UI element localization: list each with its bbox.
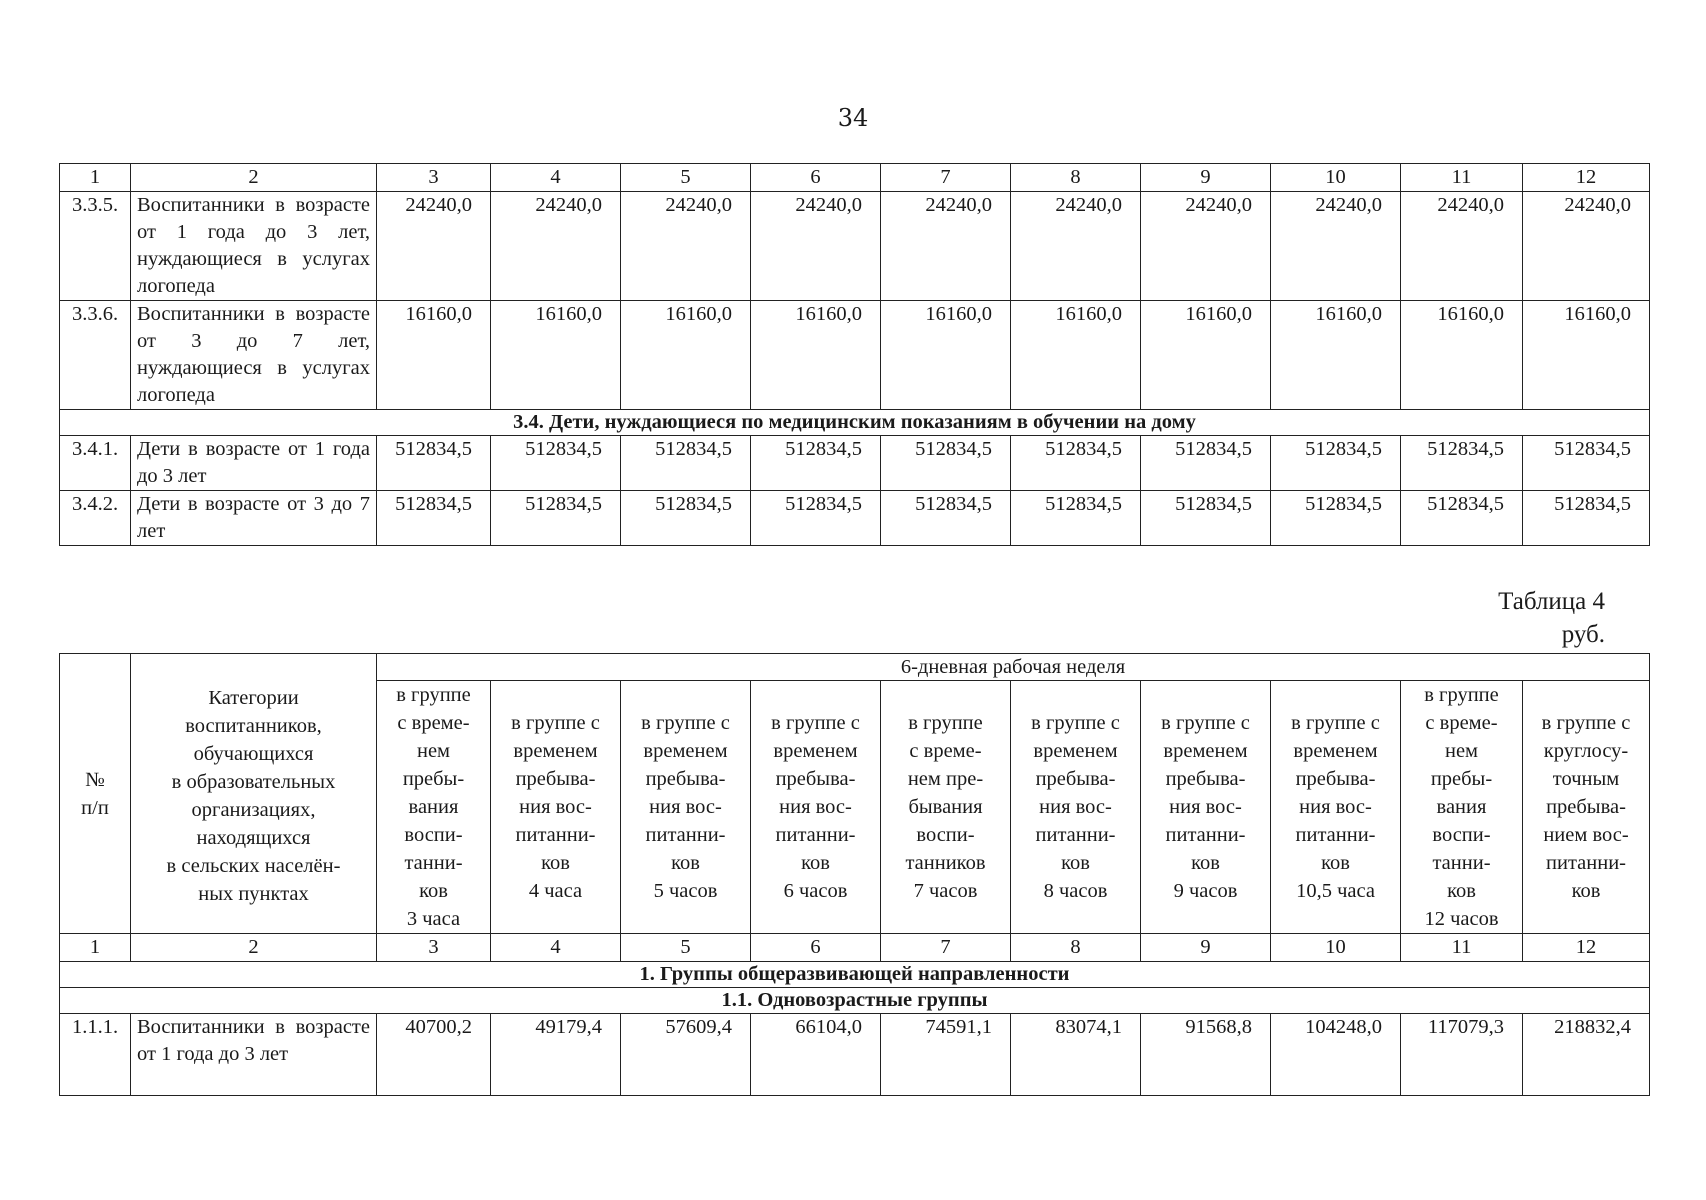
- column-number: 8: [1011, 164, 1141, 192]
- value-cell: 49179,4: [491, 1014, 621, 1096]
- row-number: 3.4.2.: [60, 491, 131, 546]
- value-cell: 91568,8: [1141, 1014, 1271, 1096]
- value-cell: 40700,2: [377, 1014, 491, 1096]
- value-cell: 117079,3: [1401, 1014, 1523, 1096]
- header-week: 6-дневная рабочая неделя: [377, 654, 1650, 681]
- value-cell: 218832,4: [1523, 1014, 1650, 1096]
- row-number: 3.3.6.: [60, 301, 131, 410]
- value-cell: 24240,0: [621, 192, 751, 301]
- column-number-row: [60, 934, 1650, 962]
- value-cell: 512834,5: [377, 436, 491, 491]
- row-number: 3.3.5.: [60, 192, 131, 301]
- value-cell: 512834,5: [621, 436, 751, 491]
- value-cell: 512834,5: [491, 491, 621, 546]
- column-number: 2: [131, 934, 377, 962]
- group-header: в группе с круглосу- точным пребыва- нием вос- питанни- ков: [1523, 681, 1650, 934]
- subsection-heading: 1.1. Одновозрастные группы: [60, 988, 1650, 1014]
- value-cell: 24240,0: [1271, 192, 1401, 301]
- value-cell: 512834,5: [1523, 491, 1650, 546]
- group-header: в группе с време- нем пребы- вания воспи- танни- ков 3 часа: [377, 681, 491, 934]
- value-cell: 57609,4: [621, 1014, 751, 1096]
- table-row: [60, 491, 1650, 546]
- value-cell: 512834,5: [1011, 436, 1141, 491]
- category-cell: Воспитанники в возрасте от 1 года до 3 лет, нуждающиеся в услугах логопеда: [131, 192, 377, 301]
- value-cell: 104248,0: [1271, 1014, 1401, 1096]
- value-cell: 16160,0: [621, 301, 751, 410]
- group-header: в группе с временем пребыва- ния вос- питанни- ков 6 часов: [751, 681, 881, 934]
- table-title: Таблица 4: [1498, 588, 1605, 615]
- value-cell: 512834,5: [1401, 491, 1523, 546]
- column-number: 12: [1523, 164, 1650, 192]
- value-cell: 512834,5: [1141, 436, 1271, 491]
- group-header: в группе с временем пребыва- ния вос- питанни- ков 5 часов: [621, 681, 751, 934]
- column-number: 4: [491, 934, 621, 962]
- value-cell: 16160,0: [1523, 301, 1650, 410]
- group-header: в группе с временем пребыва- ния вос- питанни- ков 4 часа: [491, 681, 621, 934]
- value-cell: 74591,1: [881, 1014, 1011, 1096]
- value-cell: 512834,5: [1523, 436, 1650, 491]
- category-cell: Воспитанники в возрасте от 3 до 7 лет, нуждающиеся в услугах логопеда: [131, 301, 377, 410]
- table-row: [60, 1014, 1650, 1096]
- column-number: 6: [751, 164, 881, 192]
- group-header: в группе с временем пребыва- ния вос- питанни- ков 10,5 часа: [1271, 681, 1401, 934]
- column-number: 11: [1401, 934, 1523, 962]
- column-number: 12: [1523, 934, 1650, 962]
- section-row: [60, 988, 1650, 1014]
- rates-table: [59, 653, 1650, 1096]
- value-cell: 16160,0: [377, 301, 491, 410]
- value-cell: 16160,0: [1011, 301, 1141, 410]
- group-header: в группе с временем пребыва- ния вос- питанни- ков 9 часов: [1141, 681, 1271, 934]
- group-header: в группе с време- нем пре- бывания воспи- танников 7 часов: [881, 681, 1011, 934]
- column-number: 9: [1141, 164, 1271, 192]
- column-number: 7: [881, 164, 1011, 192]
- column-number: 1: [60, 934, 131, 962]
- value-cell: 512834,5: [1011, 491, 1141, 546]
- value-cell: 16160,0: [881, 301, 1011, 410]
- column-number: 3: [377, 164, 491, 192]
- column-number: 9: [1141, 934, 1271, 962]
- column-number: 5: [621, 164, 751, 192]
- category-cell: Воспитанники в возрасте от 1 года до 3 лет: [131, 1014, 377, 1096]
- value-cell: 512834,5: [621, 491, 751, 546]
- header-number: № п/п: [60, 654, 131, 934]
- group-header: в группе с временем пребыва- ния вос- питанни- ков 8 часов: [1011, 681, 1141, 934]
- table-row: [60, 301, 1650, 410]
- value-cell: 24240,0: [1523, 192, 1650, 301]
- value-cell: 512834,5: [881, 436, 1011, 491]
- value-cell: 24240,0: [1011, 192, 1141, 301]
- section-heading: 1. Группы общеразвивающей направленности: [60, 962, 1650, 988]
- value-cell: 512834,5: [751, 491, 881, 546]
- page-number: 34: [837, 104, 869, 132]
- value-cell: 512834,5: [1271, 436, 1401, 491]
- value-cell: 512834,5: [1141, 491, 1271, 546]
- value-cell: 512834,5: [751, 436, 881, 491]
- row-number: 3.4.1.: [60, 436, 131, 491]
- value-cell: 16160,0: [751, 301, 881, 410]
- value-cell: 24240,0: [881, 192, 1011, 301]
- value-cell: 512834,5: [881, 491, 1011, 546]
- value-cell: 83074,1: [1011, 1014, 1141, 1096]
- value-cell: 512834,5: [377, 491, 491, 546]
- value-cell: 24240,0: [751, 192, 881, 301]
- column-number: 11: [1401, 164, 1523, 192]
- value-cell: 16160,0: [1401, 301, 1523, 410]
- column-number: 7: [881, 934, 1011, 962]
- column-number: 10: [1271, 934, 1401, 962]
- value-cell: 16160,0: [491, 301, 621, 410]
- table-row: [60, 192, 1650, 301]
- value-cell: 16160,0: [1271, 301, 1401, 410]
- column-number: 8: [1011, 934, 1141, 962]
- column-number: 10: [1271, 164, 1401, 192]
- value-cell: 66104,0: [751, 1014, 881, 1096]
- table-unit: руб.: [1561, 621, 1605, 648]
- value-cell: 512834,5: [491, 436, 621, 491]
- group-header: в группе с време- нем пребы- вания воспи- танни- ков 12 часов: [1401, 681, 1523, 934]
- section-heading: 3.4. Дети, нуждающиеся по медицинским показаниям в обучении на дому: [60, 410, 1650, 436]
- column-number: 1: [60, 164, 131, 192]
- value-cell: 16160,0: [1141, 301, 1271, 410]
- category-cell: Дети в возрасте от 1 года до 3 лет: [131, 436, 377, 491]
- column-number: 6: [751, 934, 881, 962]
- value-cell: 24240,0: [377, 192, 491, 301]
- column-number: 2: [131, 164, 377, 192]
- continuation-table: [59, 163, 1650, 546]
- value-cell: 24240,0: [1141, 192, 1271, 301]
- row-number: 1.1.1.: [60, 1014, 131, 1096]
- section-row: [60, 410, 1650, 436]
- header-row: [60, 654, 1650, 681]
- column-number: 4: [491, 164, 621, 192]
- header-category: Категории воспитанников, обучающихся в образовательных организациях, находящихся в сельских населён- ных пунктах: [131, 654, 377, 934]
- category-cell: Дети в возрасте от 3 до 7 лет: [131, 491, 377, 546]
- column-number-row: [60, 164, 1650, 192]
- value-cell: 24240,0: [1401, 192, 1523, 301]
- column-number: 5: [621, 934, 751, 962]
- section-row: [60, 962, 1650, 988]
- value-cell: 24240,0: [491, 192, 621, 301]
- table-row: [60, 436, 1650, 491]
- value-cell: 512834,5: [1401, 436, 1523, 491]
- column-number: 3: [377, 934, 491, 962]
- value-cell: 512834,5: [1271, 491, 1401, 546]
